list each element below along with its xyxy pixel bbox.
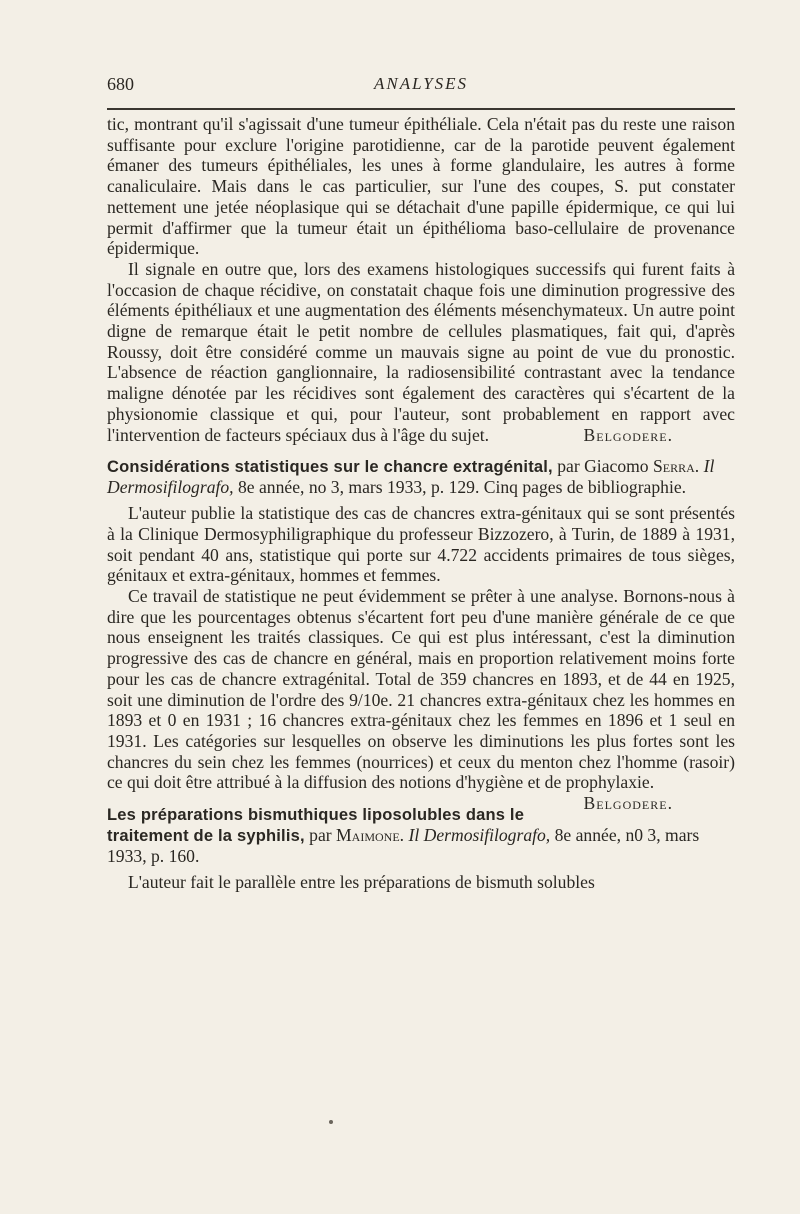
- article-meta: 8e année, no 3, mars 1933, p. 129. Cinq pages de bibliographie.: [233, 477, 687, 498]
- running-head: ANALYSES: [373, 74, 469, 93]
- article-2-paragraph-1: L'auteur fait le parallèle entre les préparations de bismuth solubles: [128, 872, 595, 893]
- article-meta: 8e année, n0 3, mars 1933, p. 160.: [107, 825, 700, 867]
- article-title: Les préparations bismuthiques liposolubles dans le traitement de la syphilis,: [107, 806, 525, 846]
- signature: Belgodere.: [583, 424, 673, 445]
- journal-name: Il Dermosifilografo,: [107, 456, 715, 498]
- carryover-paragraph-2: [107, 259, 735, 445]
- signature: Belgodere.: [583, 793, 673, 814]
- page-number: 680: [107, 74, 134, 94]
- author-prefix: par Giacomo: [552, 456, 653, 477]
- paragraph-text: Il signale en outre que, lors des examens histologiques successifs qui furent faits à l'occasion de chaque récidive, on constatait chaque fois une diminution progressive des éléments épithéliaux et une augmentation des éléments mésenchymateux. Un autre point digne de remarque était le petit nombre de cellules plasmatiques, fait qui, d'après Roussy, doit être considéré comme un mauvais signe au point de vue du pronostic. L'absence de réaction ganglionnaire, la radiosensibilité contrastant avec la tendance maligne dénotée par les récidives sont également des caractères qui s'écartent de la physionomie classique et qui, pour l'auteur, sont probablement en rapport avec l'intervention de facteurs spéciaux dus à l'âge du sujet.: [107, 258, 735, 445]
- article-author: Serra.: [653, 456, 700, 477]
- header-rule: [107, 108, 735, 110]
- article-author: Maimone.: [336, 825, 405, 846]
- paragraph-text: Ce travail de statistique ne peut évidemment se prêter à une analyse. Bornons-nous à dire que les pourcentages obtenus s'écartent fort peu d'une manière générale de ce que nous enseignent les traités classiques. Ce qui est plus intéressant, c'est la diminution progressive des cas de chancre en général, mais en proportion relativement moins forte pour les cas de chancre extragénital. Total de 359 chancres en 1893, et de 44 en 1925, soit une diminution de l'ordre des 9/10e. 21 chancres extra-génitaux chez les hommes en 1893 et 0 en 1931 ; 16 chancres extra-génitaux chez les femmes en 1896 et 1 seul en 1931. Les catégories sur lesquelles on observe les diminutions les plus fortes sont les chancres du sein chez les femmes (nourrices) et ceux du menton chez l'homme (rasoir) ce qui doit être attribué à la diffusion des notions d'hygiène et de prophylaxie.: [107, 586, 735, 793]
- page-body: [107, 114, 735, 893]
- page-header: [107, 74, 735, 104]
- article-heading-1: [107, 456, 735, 497]
- article-title: Considérations statistiques sur le chancre extragénital,: [107, 458, 553, 477]
- carryover-paragraph: tic, montrant qu'il s'agissait d'une tumeur épithéliale. Cela n'était pas du reste une raison suffisante pour exclure l'origine parotidienne, car de la parotide peuvent également émaner des tumeurs épithéliales, les unes à forme glandulaire, les autres à forme canaliculaire. Mais dans le cas particulier, sur l'une des coupes, S. put constater nettement une jetée néoplasique qui se détachait d'une papille épidermique, ce qui lui permit d'affirmer que la tumeur était un épithélioma baso-cellulaire de provenance épidermique.: [107, 114, 735, 259]
- journal-name: Il Dermosifilografo,: [404, 825, 551, 846]
- author-prefix: par: [304, 825, 337, 846]
- ink-dot: [329, 1120, 333, 1124]
- article-1-paragraph-1: L'auteur publie la statistique des cas de chancres extra-génitaux qui se sont présentés à la Clinique Dermosyphiligraphique du professeur Bizzozero, à Turin, de 1889 à 1931, soit pendant 40 ans, statistique qui porte sur 4.722 accidents primaires de tous sièges, génitaux et extra-génitaux, hommes et femmes.: [107, 503, 735, 586]
- article-1-paragraph-2: [107, 586, 735, 814]
